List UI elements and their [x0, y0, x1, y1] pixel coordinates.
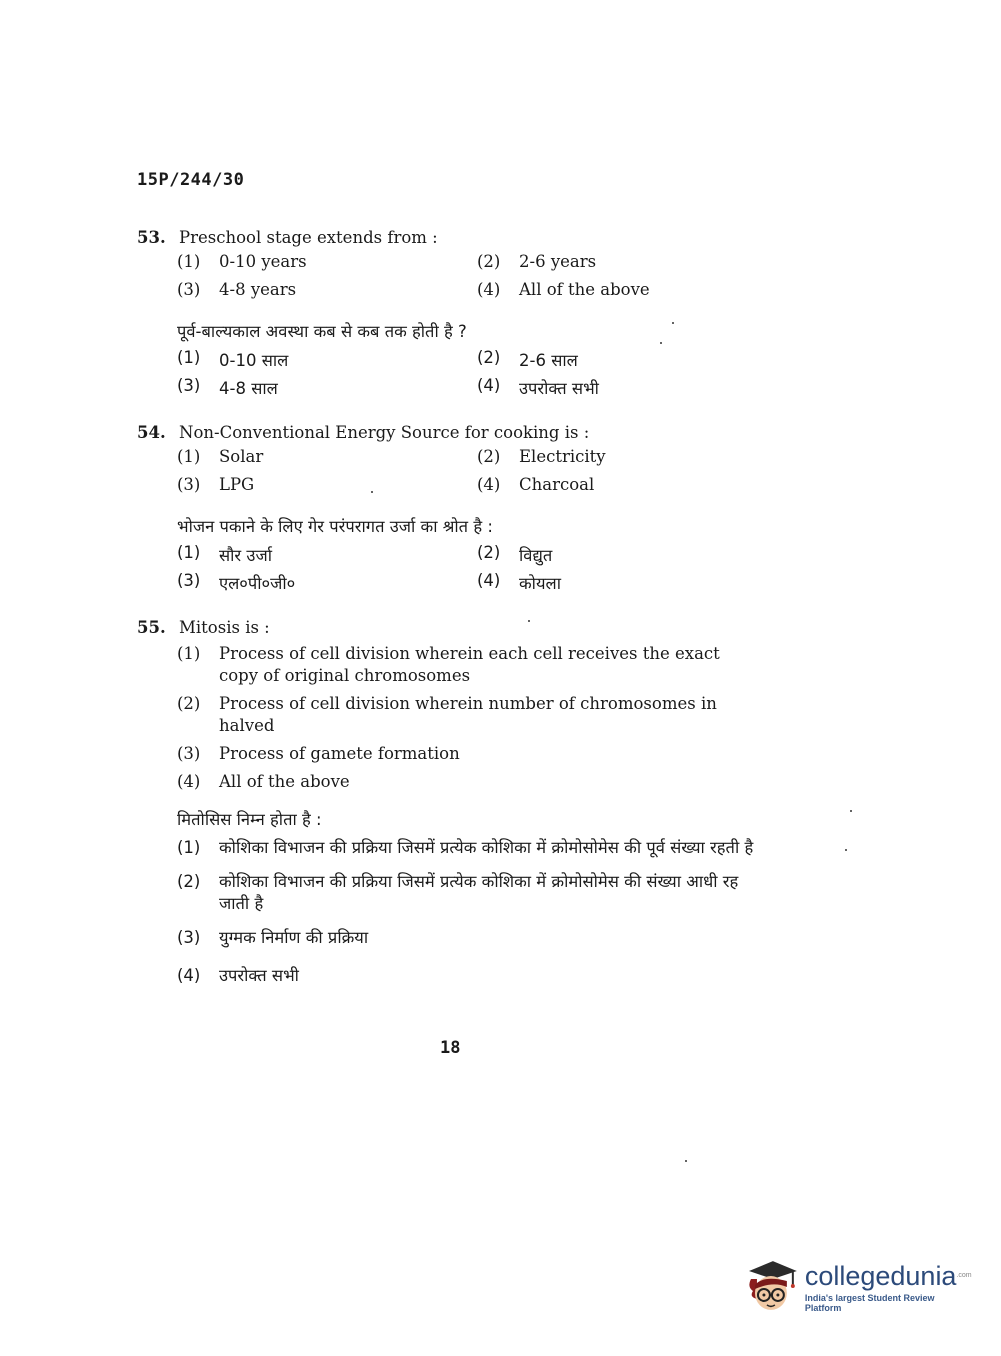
option-2: (2) Process of cell division wherein number of chromosomes in halved	[177, 694, 717, 735]
options-english	[177, 442, 797, 498]
option-1: (1) Solar	[177, 446, 264, 466]
hindi-block	[177, 510, 797, 596]
page-number: 18	[440, 1038, 461, 1058]
hindi-option-1: (1) सौर उर्जा	[177, 542, 272, 565]
question-number: 54.	[137, 423, 166, 442]
hindi-option-4: (4) कोयला	[477, 570, 561, 593]
option-4: (4) All of the above	[177, 772, 350, 791]
hindi-option-4: (4) उपरोक्त सभी	[177, 966, 299, 985]
hindi-block	[177, 315, 797, 401]
hindi-option-2: (2) कोशिका विभाजन की प्रक्रिया जिसमें प्रत्येक कोशिका में क्रोमोसोमेस की संख्या आधी रह जाती है	[177, 872, 739, 913]
option-4: (4) Charcoal	[477, 474, 595, 494]
hindi-option-2: (2) 2-6 साल	[477, 347, 578, 370]
scan-speck	[845, 849, 847, 851]
hindi-question-text: मितोसिस निम्न होता है :	[177, 809, 322, 829]
option-1: (1) 0-10 years	[177, 251, 307, 271]
logo-wordmark: collegedunia$^{.com}$	[804, 1260, 972, 1291]
hindi-option-2: (2) विद्युत	[477, 542, 553, 565]
option-2: (2) Electricity	[477, 446, 606, 466]
option-4: (4) All of the above	[477, 279, 650, 299]
question-number: 53.	[137, 228, 166, 247]
hindi-question-text: भोजन पकाने के लिए गेर परंपरागत उर्जा का श्रोत है :	[177, 516, 493, 536]
option-3: (3) LPG	[177, 474, 255, 494]
mascot-icon	[743, 1257, 799, 1317]
hindi-option-1: (1) 0-10 साल	[177, 347, 289, 370]
hindi-option-4: (4) उपरोक्त सभी	[477, 375, 599, 398]
hindi-option-3: (3) एल०पी०जी०	[177, 570, 296, 593]
question-55	[137, 618, 797, 993]
scan-speck	[850, 810, 852, 812]
collegedunia-logo	[743, 1252, 973, 1322]
hindi-option-3: (3) 4-8 साल	[177, 375, 278, 398]
question-53	[137, 228, 797, 401]
scan-speck	[685, 1160, 687, 1162]
option-1: (1) Process of cell division wherein each cell receives the exact copy of original chromosomes	[177, 644, 720, 685]
hindi-block	[177, 803, 797, 987]
paper-code: 15P/244/30	[137, 170, 245, 190]
option-3: (3) Process of gamete formation	[177, 744, 460, 763]
question-text: Mitosis is :	[179, 618, 270, 637]
options-english	[177, 247, 797, 303]
question-text: Non-Conventional Energy Source for cooking is :	[179, 423, 590, 442]
question-54	[137, 423, 797, 596]
scan-speck	[672, 322, 674, 324]
hindi-option-1: (1) कोशिका विभाजन की प्रक्रिया जिसमें प्रत्येक कोशिका में क्रोमोसोमेस की पूर्व संख्या रहती है	[177, 838, 754, 857]
option-2: (2) 2-6 years	[477, 251, 597, 271]
question-text: Preschool stage extends from :	[179, 228, 438, 247]
scan-speck	[660, 342, 662, 344]
option-3: (3) 4-8 years	[177, 279, 297, 299]
logo-tagline: India's largest Student Review Platform	[804, 1292, 935, 1313]
hindi-question-text: पूर्व-बाल्यकाल अवस्था कब से कब तक होती है ?	[177, 321, 467, 341]
scan-speck	[528, 620, 530, 622]
hindi-option-3: (3) युग्मक निर्माण की प्रक्रिया	[177, 928, 369, 947]
options-english	[177, 643, 797, 793]
question-number: 55.	[137, 618, 166, 637]
scan-speck	[371, 491, 373, 493]
